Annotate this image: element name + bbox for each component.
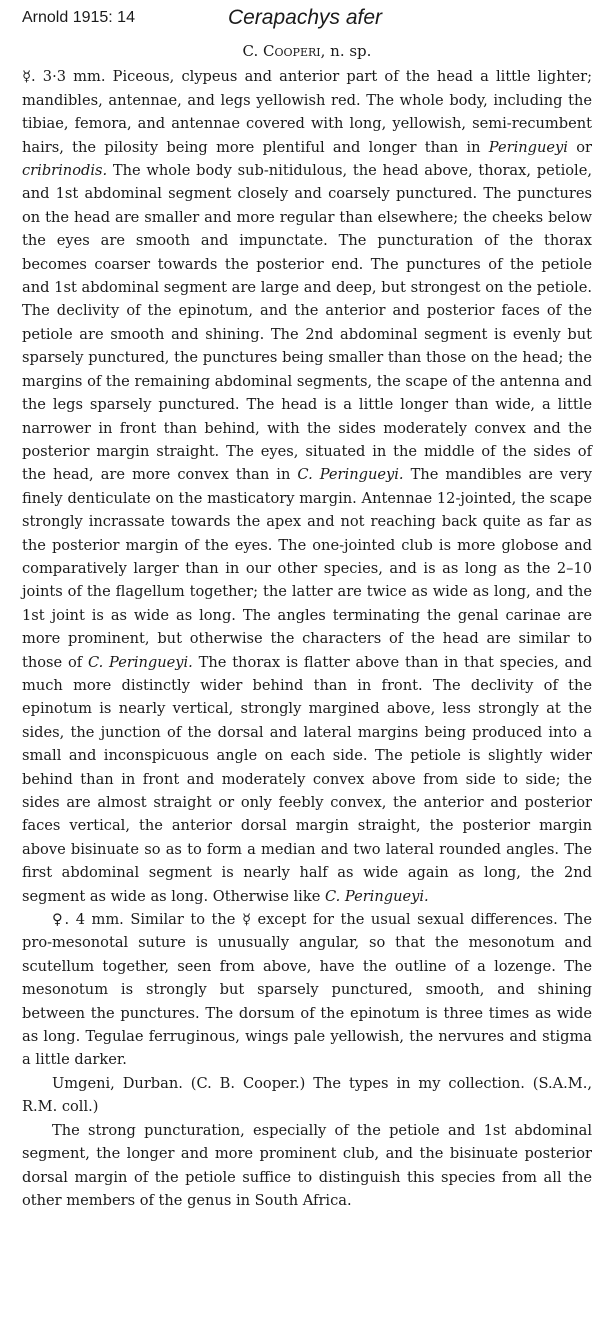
document-body [22, 40, 592, 1212]
worker-text-1: . 3·3 mm. Piceous, clypeus and anterior part of the head a little lighter; mandibles, antennae, and legs yellowish red. The whole body, including the tibiae, femora, and antennae covered with long, yellowish, semi-recumbent hairs, the pilosity being more plentiful and longer than in [22, 68, 592, 156]
worker-ref-3: C. Peringueyi. [297, 466, 404, 484]
female-description [22, 908, 592, 1072]
worker-text-4: The mandibles are very finely denticulate on the masticatory margin. Antennae 12-jointed, the scape strongly incrassate towards the apex and not reaching back quite as far as the posterior margin of the eyes. The one-jointed club is more globose and comparatively larger than in our other species, and is as long as the 2–10 joints of the flagellum together; the latter are twice as wide as long, and the 1st joint is as wide as long. The angles terminating the genal carinae are more prominent, but otherwise the characters of the head are similar to those of [22, 466, 592, 671]
taxon-title: Cerapachys afer [227, 6, 383, 29]
citation-label: Arnold 1915: 14 [22, 9, 135, 26]
locality-text: Umgeni, Durban. (C. B. Cooper.) The types in my collection. (S.A.M., R.M. coll.) [22, 1074, 592, 1116]
worker-text-5: The thorax is flatter above than in that species, and much more distinctly wider behind than in front. The declivity of the epinotum is nearly vertical, strongly margined above, less strongly at the sides, the junction of the dorsal and lateral margins being produced into a small and inconspicuous angle on each side. The petiole is slightly wider behind than in front and moderately convex above from side to side; the sides are almost straight or only feebly convex, the anterior and posterior faces vertical, the anterior dorsal margin straight, the posterior margin above bisinuate so as to form a median and two lateral rounded angles. The first abdominal segment is nearly half as wide again as long, the 2nd segment as wide as long. Otherwise like [22, 653, 592, 905]
diagnosis-paragraph [22, 1119, 592, 1213]
worker-text-2: or [567, 138, 592, 156]
new-species-suffix: , n. sp. [320, 42, 372, 60]
species-name: Cooperi [263, 42, 321, 60]
female-text-2: except for the usual sexual differences. The pro-mesonotal suture is unusually angular, so that the mesonotum and scutellum together, seen from above, have the outline of a lozenge. The mesonotum is strongly but sparsely punctured, smooth, and shining between the punctures. The dorsum of the epinotum is three times as wide as long. Tegulae ferruginous, wings pale yellowish, the nervures and stigma a little darker. [22, 911, 592, 1069]
worker-ref-1: Peringueyi [488, 138, 568, 156]
worker-ref-5: C. Peringueyi. [324, 887, 429, 905]
worker-ref-2: cribrinodis. [22, 162, 108, 180]
worker-sign: ☿ [22, 68, 31, 86]
worker-description [22, 65, 592, 908]
female-text-1: . 4 mm. Similar to the [64, 911, 242, 929]
worker-ref-4: C. Peringueyi. [87, 653, 193, 671]
page-header [0, 6, 610, 32]
worker-text-3: The whole body sub-nitidulous, the head above, thorax, petiole, and 1st abdominal segment closely and coarsely punctured. The punctures on the head are smaller and more regular than elsewhere; the cheeks below the eyes are smooth and impunctate. The puncturation of the thorax becomes coarser towards the posterior end. The punctures of the petiole and 1st abdominal segment are large and deep, but strongest on the petiole. The declivity of the epinotum, and the anterior and posterior faces of the petiole are smooth and shining. The 2nd abdominal segment is evenly but sparsely punctured, the punctures being smaller than those on the head; the margins of the remaining abdominal segments, the scape of the antenna and the legs sparsely punctured. The head is a little longer than wide, a little narrower in front than behind, with the sides moderately convex and the posterior margin straight. The eyes, situated in the middle of the sides of the head, are more convex than in [22, 162, 592, 484]
diagnosis-text: The strong puncturation, especially of the petiole and 1st abdominal segment, the longer and more prominent club, and the bisinuate posterior dorsal margin of the petiole suffice to distinguish this species from all the other members of the genus in South Africa. [22, 1121, 592, 1209]
genus-abbrev: C. [242, 42, 259, 60]
species-heading [22, 40, 592, 63]
locality-paragraph [22, 1072, 592, 1119]
worker-sign-inline: ☿ [241, 911, 251, 929]
female-sign: ♀ [52, 911, 65, 929]
